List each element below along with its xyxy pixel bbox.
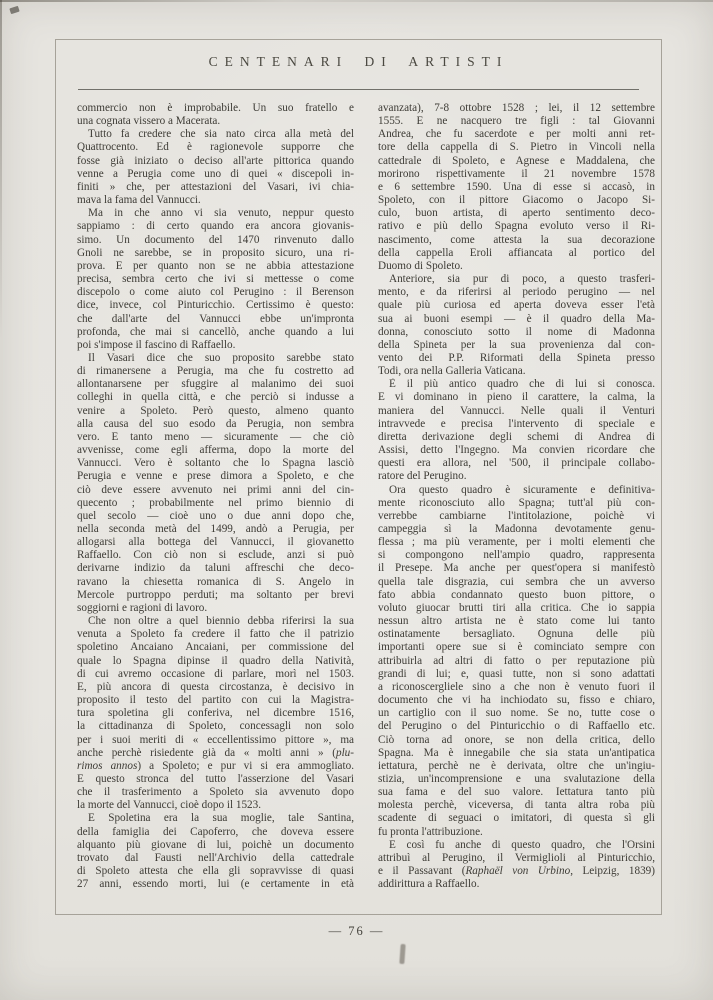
text-line: la cittadinanza di Spoleto, concessagli non solo [77,720,354,733]
text-line: scadente di seguaci o imitatori, di questa sì gli [378,812,655,825]
text-line: quale più curiosa ed aperta doveva esser l'età [378,299,655,312]
text-line: quale lo Spagna dipinse il quadro della Natività, [77,654,354,667]
text-line: Andrea, che fu sacerdote e per molti anni ret- [378,128,655,141]
text-line: che dall'arte del Vannucci ebbe un'impronta [77,312,354,325]
text-line: allogarsi alla bottega del Vannucci, il giovanetto [77,536,354,549]
text-line: soggiorni e ragioni di lavoro. [77,601,208,614]
text-line: spoletino Ancaiano Ancaiani, per commissione del [77,641,354,654]
column-right [378,102,655,891]
text-line: Il Vasari dice che suo proposito sarebbe stato [88,351,354,364]
text-line: Spagna. Ma è innegabile che sia stata un'antipatica [378,746,655,759]
text-line: Tutto fa credere che sia nato circa alla metà del [88,128,354,141]
text-line: cattedrale di Spoleto, e Agnese e Maddalena, che [378,154,655,167]
text-line: che il trasferimento a Spoleto sia avvenuto dopo [77,786,354,799]
text-line: avvenisse, come egli afferma, dopo la morte del [77,444,354,457]
text-line: di rimanersene a Perugia, ma che fu costretto ad [77,365,354,378]
text-line: quecento ; probabilmente nel primo biennio di [77,496,354,509]
text-line: Ma in che anno vi sia venuto, neppur questo [88,207,354,220]
text-line: Ciò torna ad onore, se non della critica, dello [378,733,655,746]
column-left [77,102,354,891]
scan-edge-top [0,0,713,2]
text-line: mento, e da riferirsi al periodo perugino — nel [378,286,655,299]
text-line: Quattrocento. Ed è ragionevole supporre che [77,141,354,154]
text-line: nascimento, come attesta la sua decorazione [378,233,655,246]
page-number: — 76 — [328,924,385,938]
text-line: grandi di lui; e, quasi tutte, non si sono adattati [378,667,655,680]
text-line: culo, buon artista, di aperto sentimento deco- [378,207,655,220]
text-line: una cognata vissero a Macerata. [77,115,221,128]
text-line: ostinatamente bersagliato. Ognuna delle più [378,628,655,641]
running-header: CENTENARI DI ARTISTI [208,54,509,69]
text-line: fato abbia condannato questo buon pittore, o [378,588,655,601]
text-line: mava la fama del Vannucci. [77,194,201,207]
text-line: attribuirla ad altri di fatto o per reputazione più [378,654,655,667]
text-line: fu pronta l'attribuzione. [378,825,483,838]
text-line: Raffaello. Con ciò non si esclude, anzi si può [77,549,354,562]
text-line: mente riconosciuto allo Spagna; tutt'al più con- [378,496,655,509]
text-line: Todi, ora nella Galleria Vaticana. [378,365,526,378]
text-line: per i suoi meriti di « eccellentissimo pittore », ma [77,733,354,746]
text-line: quel secolo — cioè uno o due anni dopo che, [77,509,354,522]
text-line: Che non oltre a quel biennio debba riferirsi la sua [88,615,354,628]
text-line: un cartiglio con il suo nome. Se no, tutte cose o [378,707,655,720]
text-line: precisa, sembra certo che ivi si mettesse o come [77,273,354,286]
text-line: della Spineta per la sua provenienza dal con- [378,338,655,351]
text-line: Assisi, detto l'Ingegno. Ma convien ricordare che [378,444,655,457]
text-line: 1555. E ne nacquero tre figli : tal Giovanni [378,115,655,128]
text-line: anche perchè risiedente già da « molti anni » (plu- [77,746,354,759]
text-line: del Perugino o del Pinturicchio o di Raffaello etc. [378,720,655,733]
text-line: attribuì al Perugino, il Vermiglioli al Pinturicchio, [378,851,655,864]
text-line: importanti opere sue si è cominciato sempre con [378,641,655,654]
text-line: ravano la chiesetta romanica di S. Angelo in [77,575,354,588]
text-line: della famiglia dei Capoferro, che doveva essere [77,825,354,838]
text-line: 27 anni, essendo morti, lui (e certamente in età [77,878,354,891]
text-line: avanzata), 7-8 ottobre 1528 ; lei, il 12 settembre [378,102,655,114]
text-line: flessa ; ma più veramente, per i molti elementi che [378,536,655,549]
text-line: commercio non è improbabile. Un suo fratello e [77,102,354,114]
text-line: profonda, che mai si cancellò, anche quando a lui [77,325,354,338]
text-line: Vannucci. Vero è soltanto che lo Spagna lasciò [77,457,354,470]
text-line: venire a Spoleto. Però questo, almeno quanto [77,404,354,417]
text-line: il Presepe. Ma anche per quest'opera si manifestò [378,562,655,575]
text-line: tore della cappella di S. Pietro in Vincoli nella [378,141,655,154]
text-line: simo. Un documento del 1470 rinvenuto dallo [77,233,354,246]
text-line: E questo stronca del tutto l'asserzione del Vasari [77,772,354,785]
text-line: sappiamo : di certo quando era ancora giovanis- [77,220,354,233]
text-line: È il più antico quadro che di lui si conosca. [389,378,655,391]
text-line: venuta a Spoleto fa credere il fatto che il patrizio [77,628,354,641]
text-line: maniera del Vannucci. Nelle quali il Venturi [378,404,655,417]
text-line: nessun altro artista ne è stato come lui tanto [378,615,655,628]
text-line: ratore del Perugino. [378,470,467,483]
text-line: si compongono nell'ampio quadro, rappresenta [378,549,655,562]
text-line: E, più ancora di questa circostanza, è decisivo in [77,680,354,693]
text-line: poi s'impose il fascino di Raffaello. [77,338,236,351]
text-line: discepolo o come aiuto col Perugino : il Berenson [77,286,354,299]
text-line: documento che vi ha inchiodato su, fisso e chiaro, [378,694,655,707]
text-line: nella seconda metà del 1499, andò a Perugia, per [77,523,354,535]
text-line: E così fu anche di questo quadro, che l'Orsini [389,838,655,851]
text-line: diretta derivazione degli schemi di Andrea di [378,430,655,443]
text-line: di Spoleto attesta che ella gli sopravvisse di quasi [77,865,354,878]
scan-edge-left [0,0,2,340]
text-line: stizia, un'incomprensione e una svalutazione della [378,772,655,785]
text-line: quella tale disgrazia, cui sembra che un avverso [378,575,655,588]
text-line: Gnoli ne sarebbe, se in proposito sicuro, una ri- [77,246,354,259]
text-line: dice, invece, col Pinturicchio. Certissimo è questo: [77,299,354,312]
text-line: voluto giuocar brutti tiri alla critica. Che io sappia [378,601,655,614]
text-line: sua fama e del suo valore. Iettatura tanto più [378,786,655,799]
text-line: Duomo di Spoleto. [378,259,463,272]
text-line: iettatura, perchè ne è derivata, oltre che un'ingiu- [378,759,655,772]
text-line: Anteriore, sia pur di poco, a questo trasferi- [389,273,655,286]
text-line: a riconoscergliele sino a che non è venuto fuori il [378,680,655,693]
text-line: verrebbe cambiarne l'intitolazione, poichè vi [378,509,655,522]
text-line: rativo e più dello Spagna evoluto verso il Ri- [378,220,655,233]
text-line: E Spoletina era la sua moglie, tale Santina, [88,812,354,825]
text-line: intravvede e precisa l'intervento di speciale e [378,417,655,430]
text-line: addirittura a Raffaello. [378,878,480,891]
text-line: della cappella Eroli affiancata al portico del [378,246,655,259]
text-line: alla causa del suo esodo da Perugia, non sembra [77,417,354,430]
text-line: campeggia sì la Madonna devotamente genu- [378,523,655,535]
text-line: venne a Perugia come uno di quei « discepoli in- [77,167,354,180]
text-line: derivarne indizio da taluni affreschi che deco- [77,562,354,575]
text-line: proposito il testo del partito con cui la Magistra- [77,694,354,707]
text-line: rimos annos) a Spoleto; e pur vi si era ammogliato. [77,759,354,772]
text-line: colleghi in quella città, e che perciò si indusse a [77,391,354,404]
scan-smudge-artifact [399,944,405,964]
text-line: finiti » che, per attestazioni del Vasari, ivi chia- [77,180,354,193]
header-rule [78,89,639,90]
scan-corner-artifact [9,6,19,14]
text-line: alquanto più giovane di lui, poichè un documento [77,838,354,851]
text-line: Ora questo quadro è sicuramente e definitiva- [389,483,655,496]
text-line: E vi dominano in pieno il carattere, la calma, la [378,391,655,404]
text-line: questi era allora, nel '500, il principale collabo- [378,457,655,470]
text-line: la morte del Vannucci, cioè dopo il 1523. [77,799,262,812]
text-line: trovato dal Fausti nell'Archivio della cattedrale [77,851,354,864]
text-line: e 6 settembre 1590. Una di esse si accasò, in [378,180,655,193]
text-line: tura spoletina gli conferiva, nel dicembre 1516, [77,707,354,720]
text-line: molesta perchè, viceversa, di tanta altra roba più [378,799,655,812]
text-line: sua ai buoni esempi — è il quadro della Ma- [378,312,655,325]
text-columns [77,102,656,891]
text-line: Spoleto, con il pittore Giacomo o Jacopo Si- [378,194,655,207]
text-line: fosse già iniziato o deciso all'arte pittorica quando [77,154,354,167]
text-line: allontanarsene per sfuggire al malanimo dei suoi [77,378,354,391]
text-line: di cui avremo occasione di parlare, morì nel 1503. [77,667,354,680]
text-line: vero. E tanto meno — sicuramente — che ciò [77,430,354,443]
text-line: prova. E per quanto non se ne abbia attestazione [77,259,354,272]
text-line: vento dei P.P. Riformati della Spineta presso [378,351,655,364]
text-line: morirono rispettivamente il 21 novembre 1578 [378,167,655,180]
text-line: donna, conosciuto sotto il nome di Madonna [378,325,655,338]
text-line: e il Passavant (Raphaël von Urbino, Leipzig, 1839) [378,865,655,878]
text-line: Perugia e venne e prese dimora a Spoleto, e che [77,470,354,483]
text-line: Mercole purtroppo perduti; ma soltanto per brevi [77,588,354,601]
text-line: ciò deve essere avvenuto nei primi anni del cin- [77,483,354,496]
